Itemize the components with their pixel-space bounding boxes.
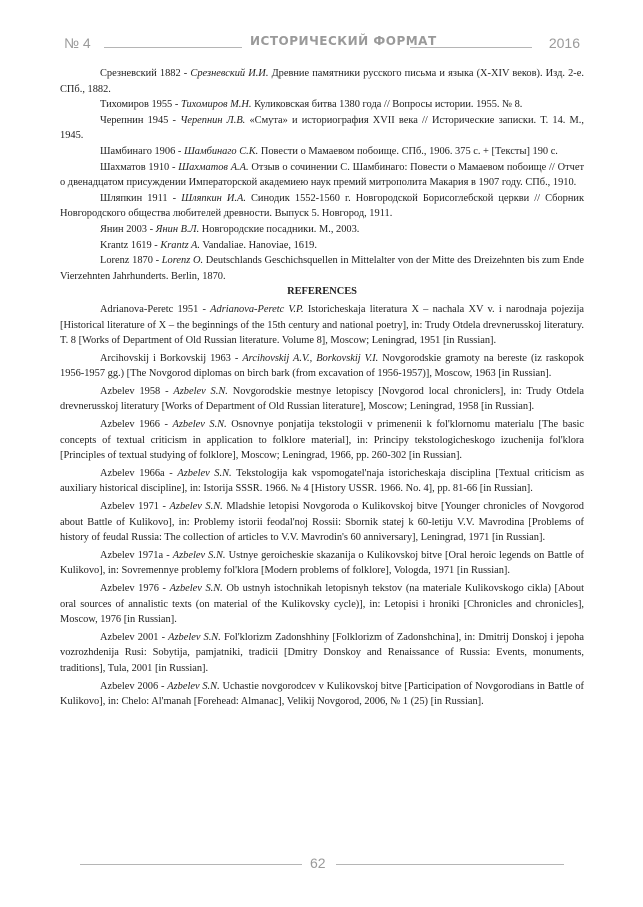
bibliography-entry bbox=[60, 97, 584, 113]
entry-key: Krantz 1619 - bbox=[100, 239, 158, 251]
entry-key: Azbelev 1958 - bbox=[100, 385, 169, 397]
entry-key: Adrianova-Peretc 1951 - bbox=[100, 303, 206, 315]
entry-author: Янин В.Л. bbox=[155, 223, 200, 235]
entry-key: Azbelev 1971 - bbox=[100, 501, 166, 513]
entry-text: Fol'klorizm Zadonshhiny [Folklorizm of Zadonshchina], in: Dmitrij Donskoj i jepoha vozrozhdenija Rusi: Sobytija, pamjatniki, tradicii [Dmitry Donskoy and Renaissance of Russia: Events, monuments, traditions], Tula, 2001 [in Russian]. bbox=[60, 631, 584, 674]
bibliography-entry bbox=[60, 238, 584, 254]
entry-author: Шляпкин И.А. bbox=[181, 192, 246, 204]
footer-rule-left bbox=[80, 864, 302, 865]
entry-text: «Смута» и историография XVII века // Исторические записки. Т. 14. М., 1945. bbox=[60, 114, 584, 142]
entry-text: Novgorodskie mestnye letopiscy [Novgorod local chroniclers], in: Trudy Otdela drevnerusskoj literatury [Works of Department of Old Russian literature], Moscow; Leningrad, 1958 [in Russian]. bbox=[60, 385, 584, 413]
entry-key: Шамбинаго 1906 - bbox=[100, 145, 182, 157]
bibliography-entry bbox=[60, 113, 584, 144]
entry-author: Arcihovskij A.V., Borkovskij V.I. bbox=[242, 352, 379, 364]
entry-text: Куликовская битва 1380 года // Вопросы истории. 1955. № 8. bbox=[254, 99, 523, 111]
entry-text: Ob ustnyh istochnikah letopisnyh tekstov (na materiale Kulikovskogo cikla) [About oral sources of annalistic texts (on material of the Kulikovsky cycle)], in: Letopisi i hroniki [Chronicles and chronicles], Moscow, 1976 [in Russian]. bbox=[60, 583, 584, 626]
entry-author: Azbelev S.N. bbox=[172, 419, 227, 431]
entry-key: Шахматов 1910 - bbox=[100, 161, 176, 173]
reference-entry bbox=[60, 548, 584, 579]
page-number: 62 bbox=[310, 855, 326, 871]
entry-text: Deutschlands Geschichsquellen in Mittelalter von der Mitte des Dreizehnten bis zum Ende Vierzehnten Jahrhunderts. Berlin, 1870. bbox=[60, 255, 584, 282]
reference-entry bbox=[60, 384, 584, 415]
entry-text: Uchastie novgorodcev v Kulikovskoj bitve [Participation of Novgorodians in Battle of Kulikovo], in: Chelo: Al'manah [Forehead: Almanac], Velikij Novgorod, 2006, № 1 (25) [in Russian]. bbox=[60, 680, 584, 708]
entry-text: Древние памятники русского письма и языка (X-XIV веков). Изд. 2-е. СПб., 1882. bbox=[60, 68, 584, 95]
page-content bbox=[60, 66, 584, 710]
entry-text: Ustnye geroicheskie skazanija o Kulikovskoj bitve [Oral heroic legends on Battle of Kulikovo], in: Sovremennye problemy fol'klora [Modern problems of folklore], Vologda, 1971 [in Russian]. bbox=[60, 549, 584, 577]
entry-key: Янин 2003 - bbox=[100, 223, 154, 235]
entry-key: Lorenz 1870 - bbox=[100, 255, 160, 267]
issue-number: № 4 bbox=[64, 35, 91, 51]
entry-key: Azbelev 1966 - bbox=[100, 419, 168, 431]
bibliography-entry bbox=[60, 160, 584, 191]
reference-entry bbox=[60, 466, 584, 497]
bibliography-entry bbox=[60, 222, 584, 238]
bibliography-list bbox=[60, 66, 584, 284]
bibliography-entry bbox=[60, 253, 584, 284]
reference-entry bbox=[60, 417, 584, 464]
entry-author: Azbelev S.N. bbox=[167, 680, 220, 692]
bibliography-entry bbox=[60, 191, 584, 222]
entry-key: Arcihovskij i Borkovskij 1963 - bbox=[100, 352, 239, 364]
journal-title: ИСТОРИЧЕСКИЙ ФОРМАТ bbox=[250, 34, 437, 48]
bibliography-entry bbox=[60, 144, 584, 160]
entry-author: Шахматов А.А. bbox=[178, 161, 249, 173]
entry-author: Azbelev S.N. bbox=[172, 549, 226, 561]
entry-author: Azbelev S.N. bbox=[168, 631, 221, 643]
entry-key: Черепнин 1945 - bbox=[100, 114, 177, 126]
entry-text: Osnovnye ponjatija tekstologii v primenenii k fol'klornomu materialu [The basic concepts of textual criticism in application to folklore material], in: Principy tekstologicheskogo izuchenija fol'klora [Principles of textual studying of folklore], Moscow; Leningrad, 1966, pp. 260-302 [in Russian]. bbox=[60, 419, 585, 462]
entry-author: Azbelev S.N. bbox=[177, 467, 232, 479]
entry-author: Azbelev S.N. bbox=[169, 501, 223, 513]
entry-key: Azbelev 1971a - bbox=[100, 549, 170, 561]
entry-text: Istoricheskaja literatura X – nachala XV v. i narodnaja pojezija [Historical literature of X – the beginnings of the 15th century and national poetry], in: Trudy Otdela drevnerusskoj literatury. T. 8 [Works of Department of Old Russian literature. Volume 8], Moscow; Leningrad, 1951 [in Russian]. bbox=[60, 303, 584, 347]
reference-entry bbox=[60, 351, 584, 382]
entry-author: Azbelev S.N. bbox=[169, 583, 223, 594]
entry-key: Azbelev 2001 - bbox=[100, 631, 166, 643]
entry-author: Тихомиров М.Н. bbox=[180, 99, 252, 111]
header-rule-right bbox=[410, 47, 532, 48]
page-header bbox=[64, 30, 580, 54]
entry-text: Vandaliae. Hanoviae, 1619. bbox=[202, 239, 317, 251]
entry-text: Novgorodskie gramoty na bereste (iz raskopok 1956-1957 gg.) [The Novgorod diplomas on birch bark (from excavation of 1956-1957)], Moscow, 1963 [in Russian]. bbox=[60, 352, 584, 380]
reference-entry bbox=[60, 630, 584, 677]
entry-text: Mladshie letopisi Novgoroda o Kulikovskoj bitve [Younger chronicles of Novgorod about Battle of Kulikovo], in: Problemy istorii feodal'noj Rossii: Sbornik statej k 60-letiju V.V. Mavrodina [Problems of history of feudal Russia: The collection of articles to V.V. Mavrodin's 60 anniversary], Leningrad, 1971 [in Russian]. bbox=[60, 501, 584, 544]
footer-rule-right bbox=[336, 864, 564, 865]
reference-entry bbox=[60, 499, 584, 546]
references-heading: REFERENCES bbox=[287, 286, 357, 298]
entry-text: Новгородские посадники. М., 2003. bbox=[201, 223, 360, 235]
entry-author: Adrianova-Peretc V.P. bbox=[210, 303, 304, 315]
entry-text: Синодик 1552-1560 г. Новгородской Борисоглебской церкви // Сборник Новгородского общества любителей древности. Выпуск 5. Новгород, 1911. bbox=[60, 192, 585, 220]
reference-entry bbox=[60, 581, 584, 628]
entry-key: Azbelev 1976 - bbox=[100, 583, 166, 594]
entry-key: Azbelev 2006 - bbox=[100, 680, 165, 692]
entry-author: Шамбинаго С.К. bbox=[183, 145, 259, 157]
entry-author: Срезневский И.И. bbox=[190, 68, 269, 79]
page-footer bbox=[80, 853, 564, 873]
entry-author: Черепнин Л.В. bbox=[180, 114, 246, 126]
entry-author: Lorenz O. bbox=[161, 255, 204, 267]
entry-text: Tekstologija kak vspomogatel'naja istoricheskaja disciplina [Textual criticism as auxiliary historical discipline], in: Istorija SSSR. 1966. № 4 [History USSR. 1966. No. 4], pp. 81-66 [in Russian]. bbox=[60, 467, 584, 495]
bibliography-entry bbox=[60, 66, 584, 97]
entry-key: Azbelev 1966a - bbox=[100, 467, 173, 479]
entry-text: Повести о Мамаевом побоище. СПб., 1906. 375 с. + [Тексты] 190 с. bbox=[260, 145, 558, 157]
entry-author: Krantz A. bbox=[160, 239, 200, 251]
reference-entry bbox=[60, 679, 584, 710]
entry-key: Тихомиров 1955 - bbox=[100, 99, 179, 111]
issue-year: 2016 bbox=[548, 35, 580, 51]
entry-key: Шляпкин 1911 - bbox=[100, 192, 177, 204]
entry-author: Azbelev S.N. bbox=[173, 385, 228, 397]
header-rule-left bbox=[104, 47, 242, 48]
reference-entry bbox=[60, 302, 584, 349]
references-list bbox=[60, 302, 584, 710]
entry-key: Срезневский 1882 - bbox=[100, 68, 188, 79]
entry-text: Отзыв о сочинении С. Шамбинаго: Повести о Мамаевом побоище // Отчет о двенадцатом присуждении Императорской академиею наук премий митрополита Макария в 1907 году. СПб., 1910. bbox=[60, 161, 585, 189]
